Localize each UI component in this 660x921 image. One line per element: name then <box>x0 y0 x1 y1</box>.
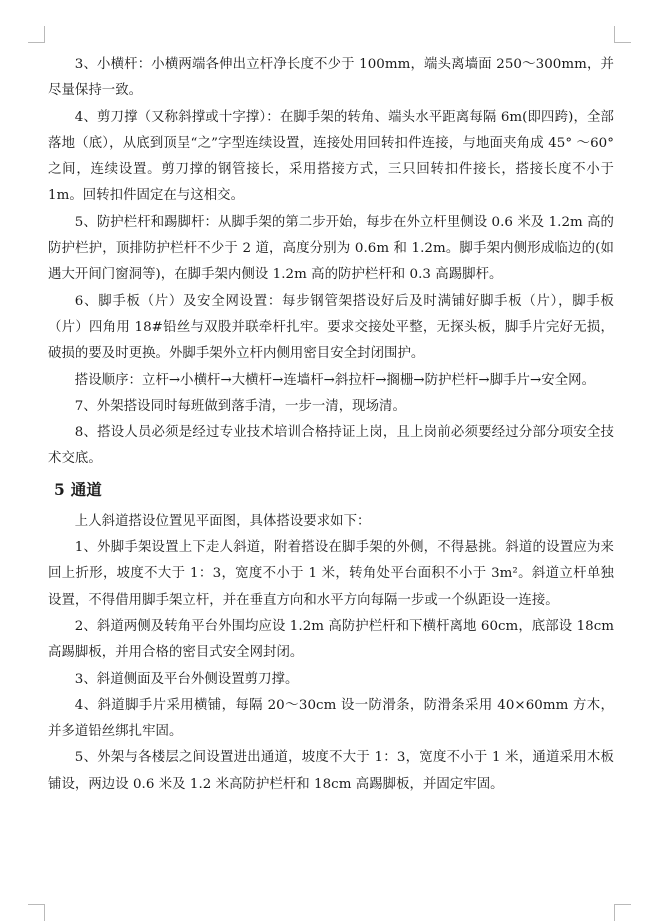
paragraph-ramp-4: 4、斜道脚手片采用横铺，每隔 20～30cm 设一防滑条，防滑条采用 40×60mm 方木，并多道铅丝绑扎牢固。 <box>48 697 614 740</box>
paragraph-erection-sequence: 搭设顺序：立杆→小横杆→大横杆→连墙杆→斜拉杆→搁栅→防护栏杆→脚手片→安全网。 <box>74 372 596 388</box>
paragraph-scaffold-board: 6、脚手板（片）及安全网设置：每步钢管架搭设好后及时满铺好脚手板（片），脚手板（片）四角用 18#铅丝与双股并联牵杆扎牢。要求交接处平整，无探头板，脚手片完好无损，破损的要及时更换。外脚手架外立杆内侧用密目安全封闭围护。 <box>48 293 614 362</box>
paragraph-scissor-brace: 4、剪刀撑（又称斜撑或十字撑）：在脚手架的转角、端头水平距离每隔 6m(即四跨)，全部落地（底），从底到顶呈“之”字型连续设置，连接处用回转扣件连接，与地面夹角成 45° ～60° 之间，连续设置。剪刀撑的钢管接长，采用搭接方式，三只回转扣件接长，搭接长度不小于 1m。回转扣件固定在与这相交。 <box>48 109 614 204</box>
document-body <box>48 52 614 798</box>
crop-mark-top-right <box>614 26 631 43</box>
paragraph-personnel: 8、搭设人员必须是经过专业技术培训合格持证上岗，且上岗前必须要经过分部分项安全技术交底。 <box>48 425 614 467</box>
paragraph-ramp-3: 3、斜道侧面及平台外侧设置剪刀撑。 <box>74 671 299 687</box>
crop-mark-bottom-left <box>28 904 45 921</box>
paragraph-ramp-intro: 上人斜道搭设位置见平面图，具体搭设要求如下： <box>74 513 371 529</box>
crop-mark-bottom-right <box>614 904 631 921</box>
section-heading-number: 5 <box>54 479 65 499</box>
paragraph-ramp-2: 2、斜道两侧及转角平台外围均应设 1.2m 高防护栏杆和下横杆离地 60cm，底部设 18cm 高踢脚板，并用合格的密目式安全网封闭。 <box>48 618 614 661</box>
paragraph-cleanup: 7、外架搭设同时每班做到落手清，一步一清，现场清。 <box>74 398 406 414</box>
paragraph-ramp-5: 5、外架与各楼层之间设置进出通道，坡度不大于 1：3，宽度不小于 1 米，通道采用木板铺设，两边设 0.6 米及 1.2 米高防护栏杆和 18cm 高踢脚板，并固定牢固。 <box>48 750 614 792</box>
paragraph-ramp-1: 1、外脚手架设置上下走人斜道，附着搭设在脚手架的外侧，不得悬挑。斜道的设置应为来回上折形，坡度不大于 1：3，宽度不小于 1 米，转角处平台面积不小于 3m²。斜道立杆单独设置，不得借用脚手架立杆，并在垂直方向和水平方向每隔一步或一个纵距设一连接。 <box>48 540 614 608</box>
section-heading-title: 通道 <box>70 479 102 499</box>
paragraph-small-crossbar: 3、小横杆：小横两端各伸出立杆净长度不少于 100mm，端头离墙面 250～300mm，并尽量保持一致。 <box>48 57 614 99</box>
crop-mark-top-left <box>28 26 45 43</box>
paragraph-guardrail: 5、防护栏杆和踢脚杆：从脚手架的第二步开始，每步在外立杆里侧设 0.6 米及 1.2m 高的防护栏护，顶排防护栏杆不少于 2 道，高度分别为 0.6m 和 1.2m。脚手架内侧形成临边的(如遇大开间门窗洞等)，在脚手架内侧设 1.2m 高的防护栏杆和 0.3 高踢脚杆。 <box>48 214 614 283</box>
section-heading <box>54 477 614 503</box>
